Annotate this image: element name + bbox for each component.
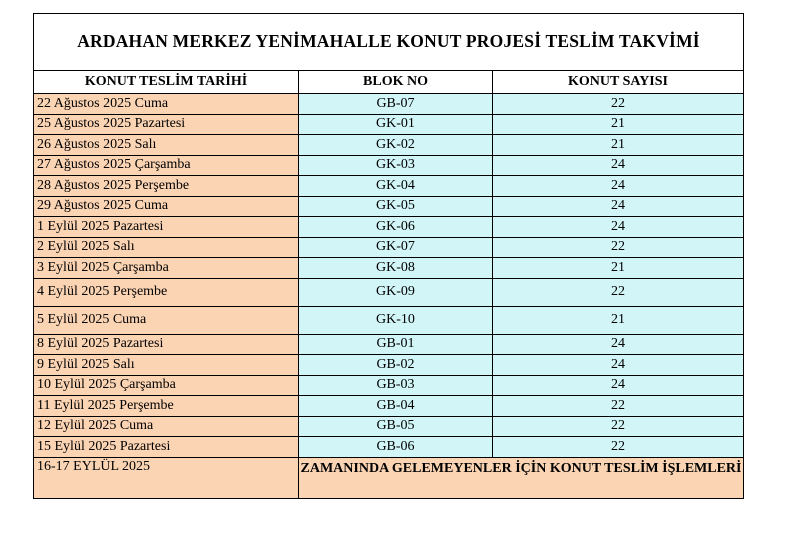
table-row bbox=[34, 94, 744, 115]
table-row bbox=[34, 375, 744, 396]
block-no-cell: GK-10 bbox=[299, 306, 493, 334]
delivery-date-cell: 2 Eylül 2025 Salı bbox=[34, 237, 299, 258]
footer-date-cell: 16-17 EYLÜL 2025 bbox=[34, 457, 299, 498]
table-row bbox=[34, 237, 744, 258]
footer-row bbox=[34, 457, 744, 498]
delivery-date-cell: 12 Eylül 2025 Cuma bbox=[34, 416, 299, 437]
header-unit-count: KONUT SAYISI bbox=[493, 71, 744, 94]
delivery-date-cell: 25 Ağustos 2025 Pazartesi bbox=[34, 114, 299, 135]
block-no-cell: GB-06 bbox=[299, 437, 493, 458]
unit-count-cell: 24 bbox=[493, 196, 744, 217]
block-no-cell: GB-07 bbox=[299, 94, 493, 115]
unit-count-cell: 24 bbox=[493, 155, 744, 176]
block-no-cell: GB-04 bbox=[299, 396, 493, 417]
unit-count-cell: 22 bbox=[493, 396, 744, 417]
block-no-cell: GB-01 bbox=[299, 334, 493, 355]
table-row bbox=[34, 306, 744, 334]
table-row bbox=[34, 396, 744, 417]
block-no-cell: GB-02 bbox=[299, 355, 493, 376]
delivery-date-cell: 1 Eylül 2025 Pazartesi bbox=[34, 217, 299, 238]
block-no-cell: GK-08 bbox=[299, 258, 493, 279]
header-block-no: BLOK NO bbox=[299, 71, 493, 94]
block-no-cell: GK-02 bbox=[299, 135, 493, 156]
table-row bbox=[34, 355, 744, 376]
delivery-date-cell: 27 Ağustos 2025 Çarşamba bbox=[34, 155, 299, 176]
table-row bbox=[34, 196, 744, 217]
unit-count-cell: 22 bbox=[493, 237, 744, 258]
delivery-date-cell: 9 Eylül 2025 Salı bbox=[34, 355, 299, 376]
table-row bbox=[34, 155, 744, 176]
delivery-date-cell: 22 Ağustos 2025 Cuma bbox=[34, 94, 299, 115]
block-no-cell: GB-05 bbox=[299, 416, 493, 437]
table-row bbox=[34, 176, 744, 197]
unit-count-cell: 22 bbox=[493, 278, 744, 306]
table-title: ARDAHAN MERKEZ YENİMAHALLE KONUT PROJESİ TESLİM TAKVİMİ bbox=[34, 14, 744, 71]
header-row bbox=[34, 71, 744, 94]
unit-count-cell: 22 bbox=[493, 416, 744, 437]
unit-count-cell: 22 bbox=[493, 94, 744, 115]
unit-count-cell: 22 bbox=[493, 437, 744, 458]
delivery-date-cell: 15 Eylül 2025 Pazartesi bbox=[34, 437, 299, 458]
delivery-date-cell: 28 Ağustos 2025 Perşembe bbox=[34, 176, 299, 197]
table-row bbox=[34, 416, 744, 437]
table-row bbox=[34, 217, 744, 238]
unit-count-cell: 21 bbox=[493, 258, 744, 279]
footer-note-cell: ZAMANINDA GELEMEYENLER İÇİN KONUT TESLİM İŞLEMLERİ bbox=[299, 457, 744, 498]
block-no-cell: GK-05 bbox=[299, 196, 493, 217]
delivery-date-cell: 10 Eylül 2025 Çarşamba bbox=[34, 375, 299, 396]
delivery-date-cell: 26 Ağustos 2025 Salı bbox=[34, 135, 299, 156]
delivery-date-cell: 5 Eylül 2025 Cuma bbox=[34, 306, 299, 334]
block-no-cell: GK-01 bbox=[299, 114, 493, 135]
table-row bbox=[34, 114, 744, 135]
delivery-date-cell: 4 Eylül 2025 Perşembe bbox=[34, 278, 299, 306]
unit-count-cell: 21 bbox=[493, 306, 744, 334]
header-date: KONUT TESLİM TARİHİ bbox=[34, 71, 299, 94]
unit-count-cell: 21 bbox=[493, 135, 744, 156]
table-row bbox=[34, 278, 744, 306]
unit-count-cell: 21 bbox=[493, 114, 744, 135]
unit-count-cell: 24 bbox=[493, 334, 744, 355]
block-no-cell: GB-03 bbox=[299, 375, 493, 396]
delivery-schedule-table bbox=[33, 13, 744, 499]
block-no-cell: GK-03 bbox=[299, 155, 493, 176]
delivery-date-cell: 3 Eylül 2025 Çarşamba bbox=[34, 258, 299, 279]
unit-count-cell: 24 bbox=[493, 176, 744, 197]
delivery-date-cell: 8 Eylül 2025 Pazartesi bbox=[34, 334, 299, 355]
unit-count-cell: 24 bbox=[493, 217, 744, 238]
delivery-date-cell: 29 Ağustos 2025 Cuma bbox=[34, 196, 299, 217]
unit-count-cell: 24 bbox=[493, 375, 744, 396]
table-row bbox=[34, 437, 744, 458]
table-row bbox=[34, 334, 744, 355]
block-no-cell: GK-09 bbox=[299, 278, 493, 306]
block-no-cell: GK-06 bbox=[299, 217, 493, 238]
unit-count-cell: 24 bbox=[493, 355, 744, 376]
block-no-cell: GK-04 bbox=[299, 176, 493, 197]
table-row bbox=[34, 135, 744, 156]
block-no-cell: GK-07 bbox=[299, 237, 493, 258]
delivery-date-cell: 11 Eylül 2025 Perşembe bbox=[34, 396, 299, 417]
table-row bbox=[34, 258, 744, 279]
